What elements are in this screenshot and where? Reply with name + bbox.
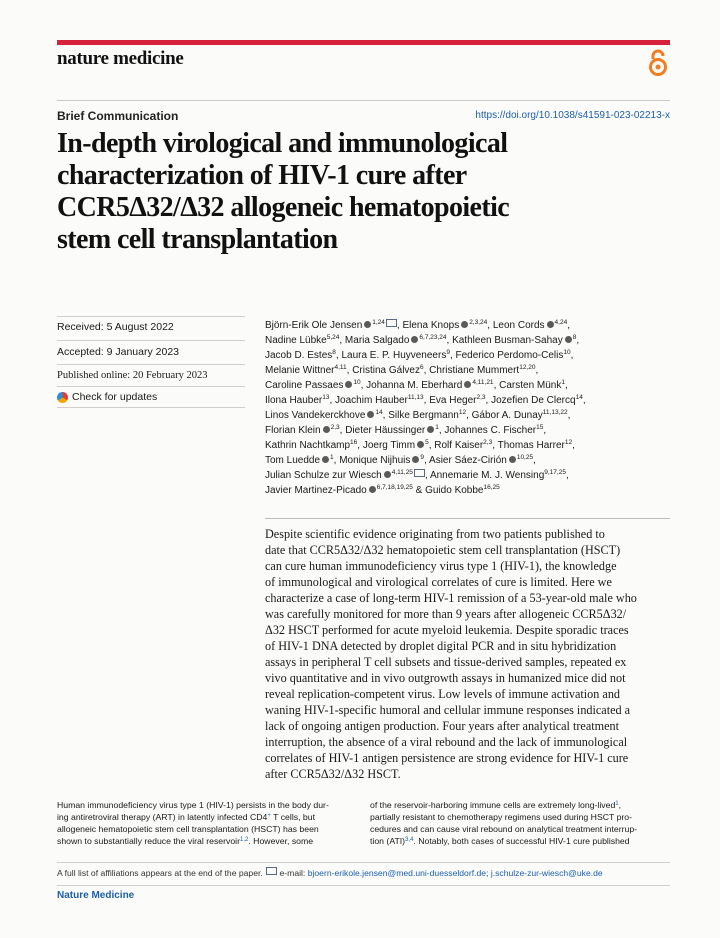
received-date: Received: 5 August 2022 (57, 321, 174, 333)
abstract-line: assays in peripheral T cell subsets and tissue-derived samples, repeated ex (265, 655, 627, 669)
affiliation-superscript: 9 (446, 349, 450, 356)
author-text: , Elena Knops (396, 320, 460, 331)
author-text: Nadine Lübke (265, 335, 327, 346)
author-text: , Annemarie M. J. Wensing (424, 470, 545, 481)
dates-divider (57, 316, 245, 317)
author-line (265, 453, 685, 468)
body-left-line (57, 799, 367, 811)
mail-icon (386, 319, 397, 327)
body-right-text: , (618, 800, 622, 810)
orcid-icon (369, 486, 376, 493)
abstract-divider (265, 518, 670, 519)
author-list (265, 318, 685, 498)
article-title (57, 128, 677, 256)
orcid-icon (364, 321, 371, 328)
affiliation-superscript: 4,24 (554, 319, 568, 326)
abstract-line: lack of ongoing antigen production. Four years after analytical treatment (265, 719, 619, 733)
body-left-line (57, 811, 367, 823)
abstract-line: characterize a case of long-term HIV-1 remission of a 53-year-old male who (265, 591, 637, 605)
author-text: , Dieter Häussinger (339, 425, 426, 436)
orcid-icon (384, 471, 391, 478)
orcid-icon (367, 411, 374, 418)
affiliation-superscript: 14 (575, 394, 583, 401)
affiliation-superscript: + (267, 813, 271, 819)
check-for-updates-label: Check for updates (72, 391, 158, 403)
body-right-line (370, 823, 680, 835)
body-right-line (370, 835, 680, 847)
author-text: , Laura E. P. Huyveneers (335, 350, 447, 361)
affiliation-superscript: 12 (458, 409, 467, 416)
author-line (265, 393, 685, 408)
author-text: , Silke Bergmann (382, 410, 459, 421)
journal-accent-bar (57, 40, 670, 45)
abstract-line: after CCR5Δ32/Δ32 HSCT. (265, 767, 401, 781)
abstract-line: was carefully monitored for more than 9 years after allogeneic CCR5Δ32/ (265, 607, 627, 621)
journal-name: nature medicine (57, 48, 184, 69)
doi-link[interactable]: https://doi.org/10.1038/s41591-023-02213-x (475, 110, 670, 121)
dates-divider (57, 340, 245, 341)
author-text: , Jozefien De Clercq (485, 395, 576, 406)
affiliation-superscript: 14 (375, 409, 383, 416)
author-text: , (535, 365, 539, 376)
orcid-icon (464, 381, 471, 388)
body-left-text: Human immunodeficiency virus type 1 (HIV-1) persists in the body dur- (57, 800, 329, 810)
body-left-text: . However, some (248, 836, 314, 846)
affiliation-superscript: 6,7,18,19,25 (376, 484, 413, 491)
orcid-icon (411, 336, 418, 343)
author-text: Ilona Hauber (265, 395, 323, 406)
affiliation-superscript: 8 (572, 334, 577, 341)
author-text: Julian Schulze zur Wiesch (265, 470, 382, 481)
affiliation-superscript: 6 (420, 364, 424, 371)
body-left-line (57, 835, 367, 847)
author-text: , Kathleen Busman-Sahay (446, 335, 563, 346)
footer-divider (57, 885, 670, 886)
email-separator: ; (486, 868, 489, 878)
check-for-updates-button[interactable] (57, 391, 157, 403)
author-text: , (570, 350, 574, 361)
affiliation-superscript: 10,25 (516, 454, 534, 461)
footnote-divider (57, 862, 670, 863)
author-text: , (565, 380, 568, 391)
email-label: e-mail: (279, 868, 306, 878)
title-line: stem cell transplantation (57, 224, 338, 255)
author-text: , Gábor A. Dunay (466, 410, 543, 421)
author-text: , (576, 335, 580, 346)
author-line (265, 408, 685, 423)
affiliation-superscript: 11,13,22 (542, 409, 568, 416)
author-text: , (582, 395, 586, 406)
author-text: , Maria Salgado (339, 335, 410, 346)
author-text: , Christiane Mummert (423, 365, 520, 376)
author-line (265, 378, 685, 393)
dates-divider (57, 386, 245, 387)
open-access-lock-icon (647, 49, 669, 77)
title-line: CCR5Δ32/Δ32 allogeneic hematopoietic (57, 192, 510, 223)
crossmark-icon (57, 392, 68, 403)
body-right-text: tion (ATI) (370, 836, 406, 846)
mail-icon (414, 469, 425, 477)
abstract-line: of immunological and virological correlates of cure is limited. Here we (265, 575, 612, 589)
affiliation-superscript: 1 (330, 454, 334, 461)
author-text: Javier Martinez-Picado (265, 485, 367, 496)
orcid-icon (322, 456, 329, 463)
email-link-schulze-zur-wiesch[interactable]: j.schulze-zur-wiesch@uke.de (490, 868, 603, 878)
author-line (265, 333, 685, 348)
author-text: , Leon Cords (487, 320, 545, 331)
affiliation-superscript: 1 (615, 801, 619, 807)
footer-journal-name: Nature Medicine (57, 890, 135, 901)
author-text: Caroline Passaes (265, 380, 344, 391)
author-text: , Rolf Kaiser (428, 440, 484, 451)
affiliation-superscript: 1 (435, 424, 439, 431)
affiliation-superscript: 3,4 (405, 837, 414, 843)
abstract-line: of HIV-1 DNA detected by droplet digital PCR and in situ hybridization (265, 639, 617, 653)
affiliation-superscript: 12 (564, 439, 573, 446)
email-link-jensen[interactable]: bjoern-erikole.jensen@med.uni-duesseldorf.de (307, 868, 487, 878)
author-text: , Federico Perdomo-Celis (449, 350, 564, 361)
orcid-icon (345, 381, 352, 388)
affiliation-superscript: 4,11,25 (391, 469, 413, 476)
abstract-line: Δ32 HSCT performed for acute myeloid leukemia. Despite sporadic traces (265, 623, 629, 637)
affiliation-superscript: 13 (322, 394, 330, 401)
affiliation-superscript: 11,13 (407, 394, 424, 401)
affiliation-superscript: 16 (350, 439, 358, 446)
affiliation-superscript: 9 (420, 454, 425, 461)
body-left-line (57, 823, 367, 835)
orcid-icon (323, 426, 330, 433)
abstract-line: Despite scientific evidence originating from two patients published to (265, 527, 605, 541)
orcid-icon (417, 441, 424, 448)
title-line: characterization of HIV-1 cure after (57, 160, 467, 191)
abstract-line: can cure human immunodeficiency virus type 1 (HIV-1), the knowledge (265, 559, 617, 573)
affiliation-superscript: 2,3 (483, 439, 493, 446)
mail-icon (266, 867, 277, 875)
author-line (265, 363, 685, 378)
abstract-line: reveal replication-competent virus. Low levels of immune activation and (265, 687, 621, 701)
author-text: , Eva Heger (423, 395, 477, 406)
author-text: , Johannes C. Fischer (438, 425, 537, 436)
body-right-text: . Notably, both cases of successful HIV-1 cure published (413, 836, 630, 846)
author-text: , Joerg Timm (357, 440, 416, 451)
body-right-line (370, 799, 680, 811)
orcid-icon (412, 456, 419, 463)
author-text: , Asier Sáez-Cirión (424, 455, 507, 466)
body-column-left (57, 799, 367, 847)
affiliation-superscript: 1 (561, 379, 565, 386)
body-right-line (370, 811, 680, 823)
author-text: , Thomas Harrer (492, 440, 565, 451)
author-line (265, 318, 685, 333)
orcid-icon (547, 321, 554, 328)
author-text: , Joachim Hauber (329, 395, 408, 406)
author-text: & Guido Kobbe (412, 485, 484, 496)
affiliation-superscript: 6,7,23,24 (419, 334, 447, 341)
author-text: Florian Klein (265, 425, 321, 436)
author-text: , Cristina Gálvez (346, 365, 420, 376)
author-line (265, 483, 685, 498)
published-date: Published online: 20 February 2023 (57, 370, 208, 381)
orcid-icon (427, 426, 434, 433)
affiliation-superscript: 1,2 (240, 837, 249, 843)
abstract-line: interruption, the absence of a viral rebound and the lack of immunological (265, 735, 628, 749)
body-left-text: shown to substantially reduce the viral reservoir (57, 836, 241, 846)
author-text: , Monique Nijhuis (333, 455, 411, 466)
author-text: Melanie Wittner (265, 365, 335, 376)
affiliation-superscript: 8 (332, 349, 336, 356)
abstract-line: waning HIV-1-specific humoral and cellular immune responses indicated a (265, 703, 631, 717)
body-left-text: ing antiretroviral therapy (ART) in latently infected CD4 (57, 812, 268, 822)
author-text: , (572, 440, 575, 451)
author-text: Tom Luedde (265, 455, 321, 466)
header-divider (57, 100, 670, 101)
author-line (265, 438, 685, 453)
author-text: , (543, 425, 547, 436)
author-text: Kathrin Nachtkamp (265, 440, 351, 451)
affiliation-superscript: 2,3,24 (469, 319, 488, 326)
affiliation-superscript: 12,20 (519, 364, 536, 371)
author-text: , Johanna M. Eberhard (360, 380, 463, 391)
dates-divider (57, 364, 245, 365)
abstract-line: date that CCR5Δ32/Δ32 hematopoietic stem cell transplantation (HSCT) (265, 543, 621, 557)
author-text: , Carsten Münk (493, 380, 562, 391)
abstract (265, 526, 685, 782)
affiliation-superscript: 4,11,21 (472, 379, 494, 386)
body-column-right (370, 799, 680, 847)
affiliation-superscript: 2,3 (330, 424, 340, 431)
body-right-text: cedures and can cause viral rebound on analytical treatment interrup- (370, 824, 638, 834)
article-type: Brief Communication (57, 109, 179, 123)
author-line (265, 468, 685, 483)
orcid-icon (509, 456, 516, 463)
affiliation-superscript: 15 (536, 424, 544, 431)
author-text: , (567, 320, 570, 331)
body-right-text: of the reservoir-harboring immune cells are extremely long-lived (370, 800, 616, 810)
author-text: Linos Vandekerckhove (265, 410, 366, 421)
abstract-line: vivo quantitative and in vivo outgrowth assays in humanized mice did not (265, 671, 626, 685)
abstract-line: correlates of HIV-1 antigen persistence are strong evidence for HIV-1 cure (265, 751, 629, 765)
author-line (265, 348, 685, 363)
body-left-text: T cells, but (270, 812, 315, 822)
author-line (265, 423, 685, 438)
author-text: Björn-Erik Ole Jensen (265, 320, 363, 331)
author-text: , (533, 455, 536, 466)
affiliation-superscript: 10 (353, 379, 361, 386)
author-text: , (565, 470, 569, 481)
title-line: In-depth virological and immunological (57, 128, 508, 159)
affiliation-superscript: 9,17,25 (544, 469, 566, 476)
body-right-text: partially resistant to chemotherapy regimens used during HSCT pro- (370, 812, 633, 822)
dates-divider (57, 407, 245, 408)
affiliation-superscript: 10 (563, 349, 571, 356)
affiliation-superscript: 5,24 (326, 334, 340, 341)
author-text: Jacob D. Estes (265, 350, 333, 361)
affiliation-superscript: 16,25 (483, 484, 500, 491)
orcid-icon (565, 336, 572, 343)
affiliation-superscript: 4,11 (334, 364, 347, 371)
affiliation-superscript: 1,24 (372, 319, 385, 326)
orcid-icon (461, 321, 468, 328)
affiliation-superscript: 5 (425, 439, 429, 446)
body-left-text: allogeneic hematopoietic stem cell transplantation (HSCT) has been (57, 824, 319, 834)
affiliation-superscript: 2,3 (476, 394, 486, 401)
author-text: , (567, 410, 571, 421)
accepted-date: Accepted: 9 January 2023 (57, 346, 180, 358)
affiliation-footnote (57, 867, 603, 878)
footnote-text: A full list of affiliations appears at the end of the paper. (57, 868, 263, 878)
